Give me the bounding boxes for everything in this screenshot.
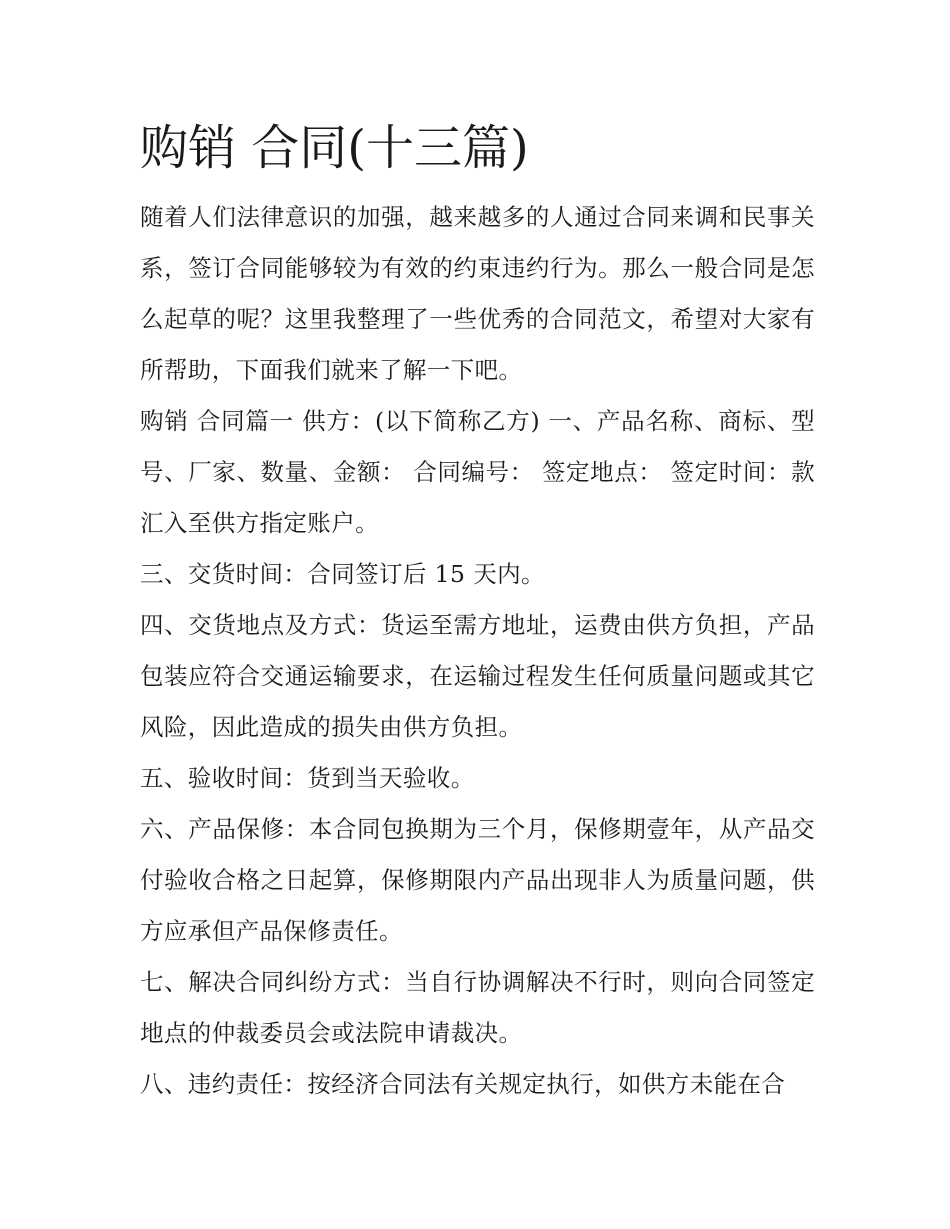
document-title: 购销 合同(十三篇) <box>140 120 529 176</box>
paragraph-warranty: 六、产品保修：本合同包换期为三个月，保修期壹年，从产品交付验收合格之日起算，保修期限内产品出现非人为质量问题，供方应承但产品保修责任。 <box>140 815 815 945</box>
paragraph-delivery-method: 四、交货地点及方式：货运至需方地址，运费由供方负担，产品包装应符合交通运输要求，在运输过程发生任何质量问题或其它风险，因此造成的损失由供方负担。 <box>140 611 815 741</box>
paragraph-intro: 随着人们法律意识的加强，越来越多的人通过合同来调和民事关系，签订合同能够较为有效的约束违约行为。那么一般合同是怎么起草的呢？这里我整理了一些优秀的合同范文，希望对大家有所帮助，下面我们就来了解一下吧。 <box>140 203 815 384</box>
paragraph-delivery-time: 三、交货时间：合同签订后 15 天内。 <box>140 560 545 588</box>
paragraph-contract-header: 购销 合同篇一 供方：(以下简称乙方) 一、产品名称、商标、型号、厂家、数量、金额： 合同编号： 签定地点： 签定时间：款汇入至供方指定账户。 <box>140 407 815 537</box>
paragraph-acceptance-time: 五、验收时间：货到当天验收。 <box>140 764 475 792</box>
document-page <box>140 0 815 1110</box>
paragraph-liability: 八、违约责任：按经济合同法有关规定执行，如供方未能在合 <box>140 1070 786 1098</box>
paragraph-dispute-resolution: 七、解决合同纠纷方式：当自行协调解决不行时，则向合同签定地点的仲裁委员会或法院申请裁决。 <box>140 968 815 1047</box>
document-body <box>140 192 815 1110</box>
